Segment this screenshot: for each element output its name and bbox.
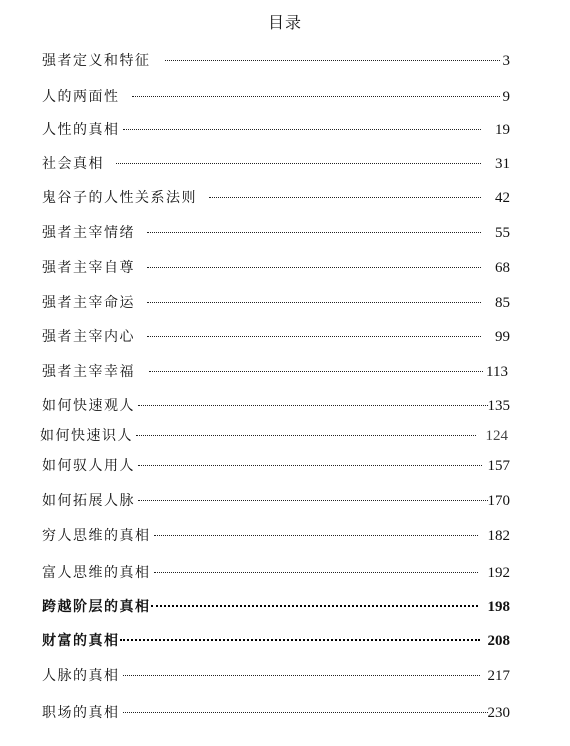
- toc-entry[interactable]: [42, 153, 510, 173]
- toc-entry[interactable]: [40, 425, 508, 445]
- toc-entry-title: 社会真相: [42, 156, 104, 172]
- toc-entry-title: 强者主宰幸福: [42, 364, 135, 380]
- toc-leader-dots: [123, 712, 488, 713]
- toc-entry-page: 170: [487, 493, 510, 509]
- toc-entry[interactable]: [42, 702, 510, 722]
- toc-entry-title: 强者主宰情绪: [42, 225, 135, 241]
- toc-entry-title: 人性的真相: [42, 122, 120, 138]
- toc-entry-page: 192: [487, 565, 510, 581]
- toc-entry-title: 强者主宰自尊: [42, 260, 135, 276]
- toc-entry-page: 31: [495, 156, 510, 172]
- toc-entry[interactable]: [42, 525, 510, 545]
- toc-leader-dots: [147, 267, 481, 268]
- toc-entry[interactable]: [42, 665, 510, 685]
- toc-entry-title: 职场的真相: [42, 705, 120, 721]
- toc-entry-page: 19: [495, 122, 510, 138]
- toc-entry[interactable]: [42, 490, 510, 510]
- toc-entry-page: 9: [502, 89, 510, 105]
- toc-leader-dots: [132, 96, 500, 97]
- toc-entry-page: 3: [502, 53, 510, 69]
- toc-entry-title: 人脉的真相: [42, 668, 120, 684]
- toc-entry-title: 如何拓展人脉: [42, 493, 135, 509]
- toc-entry[interactable]: [42, 257, 510, 277]
- toc-leader-dots: [138, 465, 482, 466]
- toc-entry-title: 穷人思维的真相: [42, 528, 151, 544]
- toc-entry-title: 如何驭人用人: [42, 458, 135, 474]
- toc-entry-page: 55: [495, 225, 510, 241]
- toc-entry[interactable]: [42, 630, 510, 650]
- toc-leader-dots: [147, 232, 481, 233]
- toc-leader-dots: [136, 435, 476, 436]
- toc-entry-title: 富人思维的真相: [42, 565, 151, 581]
- toc-entry-title: 如何快速观人: [42, 398, 135, 414]
- toc-leader-dots: [123, 675, 480, 676]
- toc-entry-page: 157: [487, 458, 510, 474]
- toc-leader-dots: [209, 197, 481, 198]
- toc-entry-title: 跨越阶层的真相: [42, 599, 151, 615]
- toc-entry-page: 113: [486, 364, 508, 380]
- toc-entry-page: 217: [487, 668, 510, 684]
- toc-entry-page: 42: [495, 190, 510, 206]
- toc-leader-dots: [149, 371, 483, 372]
- toc-entry[interactable]: [42, 50, 510, 70]
- toc-leader-dots: [147, 336, 481, 337]
- toc-entry-page: 85: [495, 295, 510, 311]
- toc-leader-dots: [138, 405, 488, 406]
- toc-entry[interactable]: [42, 86, 510, 106]
- toc-entry-page: 99: [495, 329, 510, 345]
- toc-entry[interactable]: [42, 596, 510, 616]
- toc-entry[interactable]: [42, 292, 510, 312]
- toc-entry[interactable]: [42, 455, 510, 475]
- toc-entry-page: 124: [485, 428, 508, 444]
- toc-leader-dots: [154, 535, 478, 536]
- toc-entry-page: 182: [487, 528, 510, 544]
- page-title: 目录: [267, 13, 302, 32]
- toc-entry[interactable]: [42, 361, 508, 381]
- toc-entry[interactable]: [42, 119, 510, 139]
- toc-entry-title: 强者主宰命运: [42, 295, 135, 311]
- toc-entry-page: 230: [487, 705, 510, 721]
- toc-entry[interactable]: [42, 395, 510, 415]
- toc-leader-dots: [120, 639, 480, 641]
- toc-entry-page: 208: [487, 633, 510, 649]
- toc-leader-dots: [116, 163, 481, 164]
- toc-entry-page: 198: [487, 599, 510, 615]
- toc-entry-title: 人的两面性: [42, 89, 120, 105]
- toc-leader-dots: [147, 302, 481, 303]
- toc-entry-title: 如何快速识人: [40, 428, 133, 444]
- toc-entry[interactable]: [42, 326, 510, 346]
- toc-entry-title: 鬼谷子的人性关系法则: [42, 190, 197, 206]
- toc-leader-dots: [154, 572, 478, 573]
- toc-entry-page: 135: [487, 398, 510, 414]
- toc-entry-page: 68: [495, 260, 510, 276]
- toc-leader-dots: [138, 500, 488, 501]
- toc-entry-title: 财富的真相: [42, 633, 120, 649]
- toc-entry-title: 强者主宰内心: [42, 329, 135, 345]
- toc-leader-dots: [123, 129, 482, 130]
- toc-entry[interactable]: [42, 562, 510, 582]
- toc-leader-dots: [151, 605, 478, 607]
- toc-leader-dots: [165, 60, 500, 61]
- toc-entry-title: 强者定义和特征: [42, 53, 151, 69]
- toc-entry[interactable]: [42, 222, 510, 242]
- toc-entry[interactable]: [42, 187, 510, 207]
